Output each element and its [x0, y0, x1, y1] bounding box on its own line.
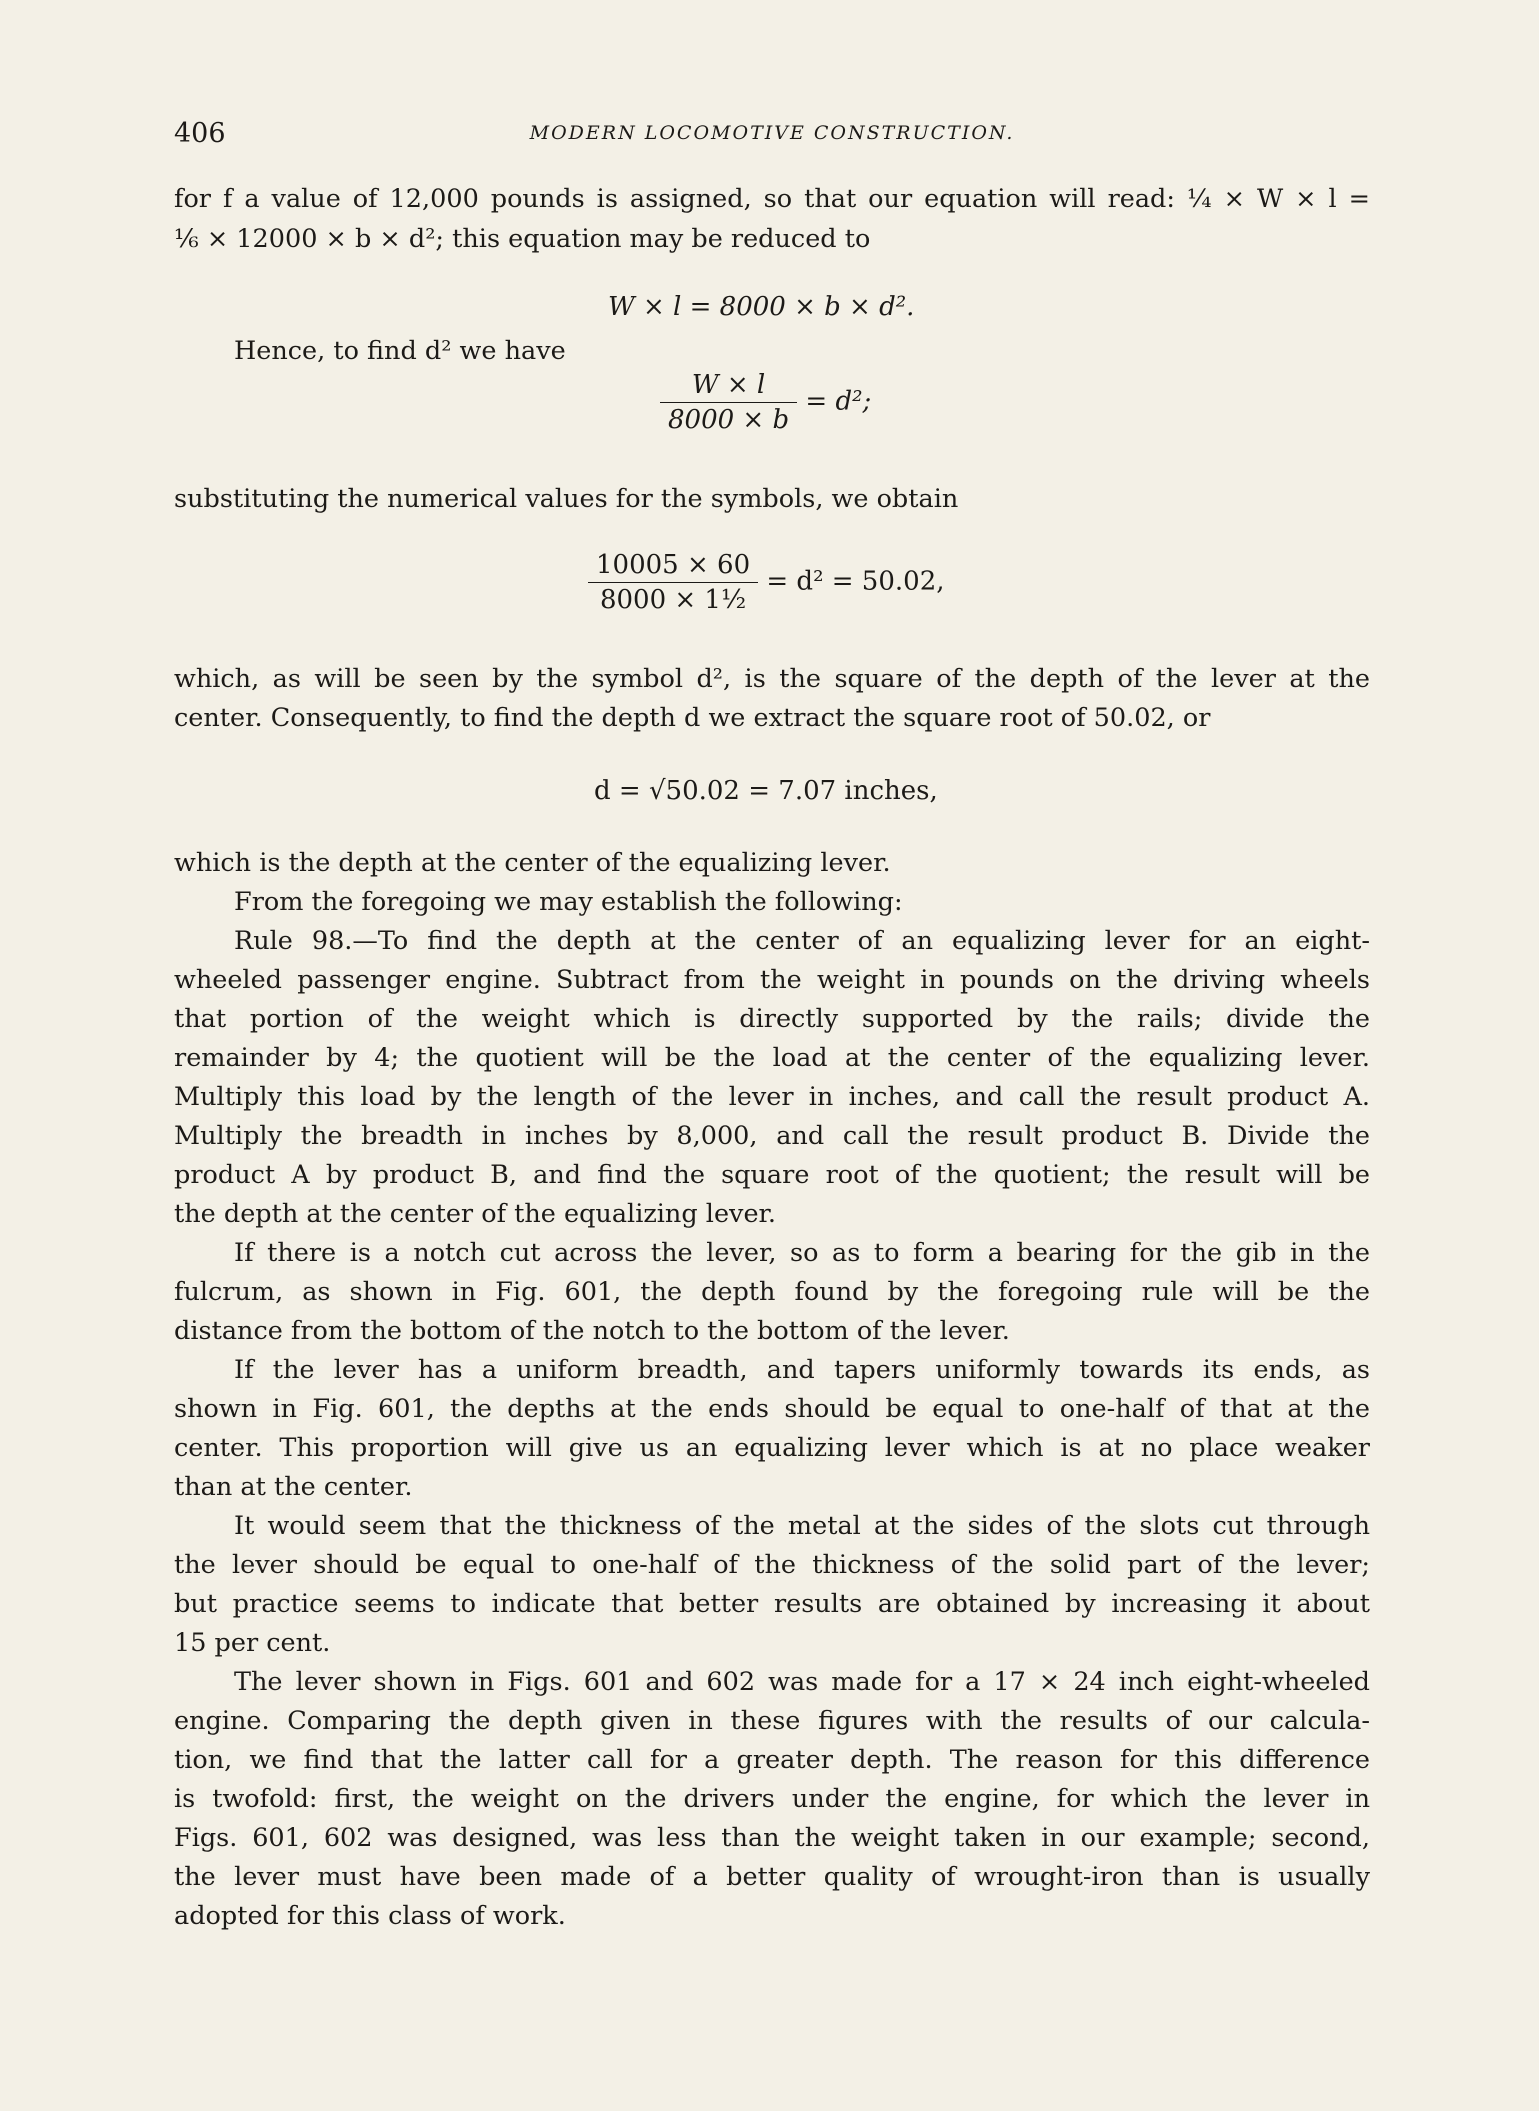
- equation-3: [588, 550, 945, 615]
- page-header: [174, 118, 1370, 158]
- paragraph-line: than at the center.: [174, 1472, 413, 1502]
- text-line: center. Consequently, to find the depth d we extract the square root of 50.02, or: [174, 703, 1211, 733]
- text-line: which is the depth at the center of the equalizing lever.: [174, 848, 891, 878]
- equation-2-rhs: = d²;: [805, 386, 872, 417]
- paragraph-line: tion, we find that the latter call for a greater depth. The reason for this difference: [174, 1745, 1370, 1775]
- rule-98-line: remainder by 4; the quotient will be the load at the center of the equalizing lever.: [174, 1043, 1370, 1073]
- rule-98-line: Multiply this load by the length of the lever in inches, and call the result product A.: [174, 1082, 1370, 1112]
- text-line: which, as will be seen by the symbol d², is the square of the depth of the lever at the: [174, 664, 1370, 694]
- paragraph-line: It would seem that the thickness of the metal at the sides of the slots cut through: [234, 1511, 1370, 1541]
- paragraph-line: but practice seems to indicate that better results are obtained by increasing it about: [174, 1589, 1370, 1619]
- rule-98-line: Rule 98.—To find the depth at the center of an equalizing lever for an eight-: [234, 926, 1370, 956]
- text-line: From the foregoing we may establish the following:: [234, 887, 903, 917]
- paragraph-line: Figs. 601, 602 was designed, was less than the weight taken in our example; second,: [174, 1823, 1370, 1853]
- paragraph-line: If there is a notch cut across the lever, so as to form a bearing for the gib in the: [234, 1238, 1370, 1268]
- equation-2-denominator: 8000 × b: [668, 405, 790, 435]
- equation-1: W × l = 8000 × b × d².: [608, 292, 915, 322]
- equation-2: [660, 370, 871, 435]
- paragraph-line: the lever should be equal to one-half of the thickness of the solid part of the lever;: [174, 1550, 1370, 1580]
- paragraph-line: the lever must have been made of a better quality of wrought-iron than is usually: [174, 1862, 1370, 1892]
- paragraph-line: center. This proportion will give us an equalizing lever which is at no place weaker: [174, 1433, 1370, 1463]
- paragraph-line: fulcrum, as shown in Fig. 601, the depth found by the foregoing rule will be the: [174, 1277, 1370, 1307]
- paragraph-line: If the lever has a uniform breadth, and tapers uniformly towards its ends, as: [234, 1355, 1370, 1385]
- paragraph-line: The lever shown in Figs. 601 and 602 was made for a 17 × 24 inch eight-wheeled: [234, 1667, 1370, 1697]
- paragraph-line: 15 per cent.: [174, 1628, 331, 1658]
- paragraph-line: is twofold: first, the weight on the drivers under the engine, for which the lever in: [174, 1784, 1370, 1814]
- paragraph-line: shown in Fig. 601, the depths at the ends should be equal to one-half of that at the: [174, 1394, 1370, 1424]
- text-line: for f a value of 12,000 pounds is assigned, so that our equation will read: ¼ × W × l =: [174, 184, 1370, 214]
- rule-98-line: that portion of the weight which is directly supported by the rails; divide the: [174, 1004, 1370, 1034]
- page-number: 406: [174, 118, 226, 149]
- text-line: ⅙ × 12000 × b × d²; this equation may be reduced to: [174, 224, 871, 254]
- equation-3-denominator: 8000 × 1½: [599, 585, 747, 615]
- equation-3-numerator: 10005 × 60: [588, 550, 758, 583]
- equation-4: d = √50.02 = 7.07 inches,: [594, 776, 938, 806]
- paragraph-line: adopted for this class of work.: [174, 1901, 566, 1931]
- rule-98-line: the depth at the center of the equalizing lever.: [174, 1199, 777, 1229]
- rule-98-line: wheeled passenger engine. Subtract from the weight in pounds on the driving wheels: [174, 965, 1370, 995]
- running-head: MODERN LOCOMOTIVE CONSTRUCTION.: [529, 122, 1015, 144]
- text-line: substituting the numerical values for the symbols, we obtain: [174, 484, 959, 514]
- rule-98-line: product A by product B, and find the square root of the quotient; the result will be: [174, 1160, 1370, 1190]
- paragraph-line: distance from the bottom of the notch to the bottom of the lever.: [174, 1316, 1010, 1346]
- rule-98-line: Multiply the breadth in inches by 8,000, and call the result product B. Divide the: [174, 1121, 1370, 1151]
- paragraph-line: engine. Comparing the depth given in these figures with the results of our calcula-: [174, 1706, 1370, 1736]
- text-line: Hence, to find d² we have: [234, 336, 566, 366]
- equation-2-numerator: W × l: [660, 370, 797, 403]
- equation-3-rhs: = d² = 50.02,: [766, 566, 945, 597]
